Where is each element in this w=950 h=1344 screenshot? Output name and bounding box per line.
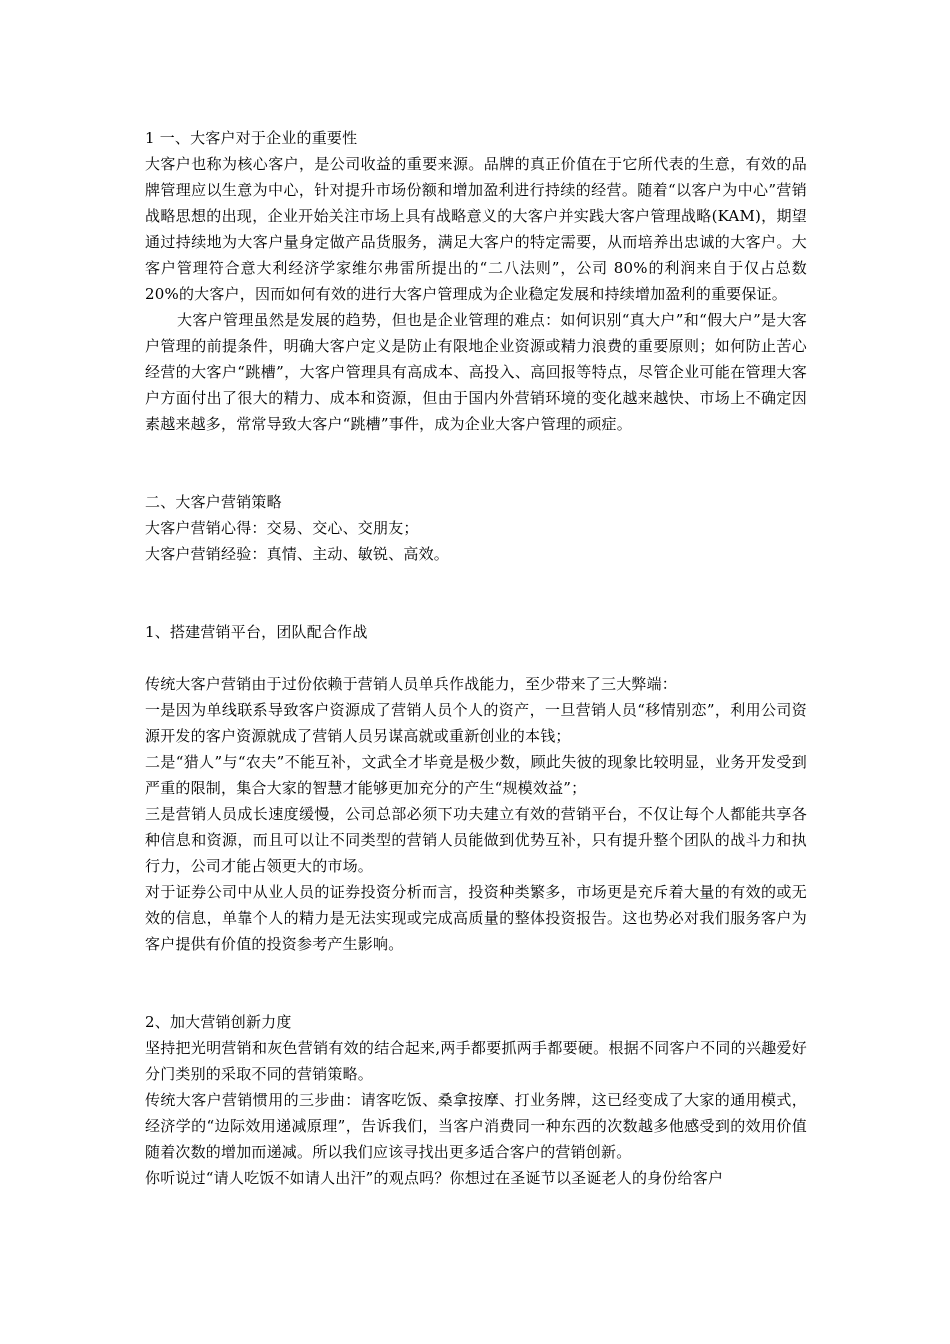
section-3-heading: 1、搭建营销平台，团队配合作战 [145,623,368,641]
section-2-line-2: 大客户营销经验：真情、主动、敏锐、高效。 [145,545,450,563]
spacer [145,645,807,671]
spacer [145,437,807,489]
section-2-heading: 二、大客户营销策略 [145,493,282,511]
section-1-paragraph-1: 大客户也称为核心客户，是公司收益的重要来源。品牌的真正价值在于它所代表的生意，有效的品牌管理应以生意为中心，针对提升市场份额和增加盈利进行持续的经营。随着“以客户为中心”营销战略思想的出现，企业开始关注市场上具有战略意义的大客户并实践大客户管理战略(KAM)，期望通过持续地为大客户量身定做产品货服务，满足大客户的特定需要，从而培养出忠诚的大客户。大客户管理符合意大利经济学家维尔弗雷所提出的“二八法则”，公司 80%的利润来自于仅占总数 20%的大客户，因而如何有效的进行大客户管理成为企业稳定发展和持续增加盈利的重要保证。 [145,155,807,303]
section-2-line-1: 大客户营销心得：交易、交心、交朋友； [145,519,419,537]
section-4-paragraph-2: 传统大客户营销惯用的三步曲：请客吃饭、桑拿按摩、打业务牌，这已经变成了大家的通用模式，经济学的“边际效用递减原理”，告诉我们，当客户消费同一种东西的次数越多他感受到的效用价值随着次数的增加而递减。所以我们应该寻找出更多适合客户的营销创新。 [145,1091,807,1161]
document-page [145,125,807,1191]
section-1-paragraph-2: 大客户管理虽然是发展的趋势，但也是企业管理的难点：如何识别“真大户”和“假大户”是大客户管理的前提条件，明确大客户定义是防止有限地企业资源或精力浪费的重要原则；如何防止苦心经营的大客户“跳槽”，大客户管理具有高成本、高投入、高回报等特点，尽管企业可能在管理大客户方面付出了很大的精力、成本和资源，但由于国内外营销环境的变化越来越快、市场上不确定因素越来越多，常常导致大客户“跳槽”事件，成为企业大客户管理的顽症。 [145,311,807,433]
section-3-item-3: 三是营销人员成长速度缓慢，公司总部必须下功夫建立有效的营销平台，不仅让每个人都能共享各种信息和资源，而且可以让不同类型的营销人员能做到优势互补，只有提升整个团队的战斗力和执行力，公司才能占领更大的市场。 [145,805,807,875]
section-4-paragraph-3: 你听说过“请人吃饭不如请人出汗”的观点吗？你想过在圣诞节以圣诞老人的身份给客户 [145,1169,724,1187]
section-3-item-2: 二是“猎人”与“农夫”不能互补，文武全才毕竟是极少数，顾此失彼的现象比较明显，业务开发受到严重的限制，集合大家的智慧才能够更加充分的产生“规模效益”； [145,753,807,797]
spacer [145,567,807,619]
section-4-paragraph-1: 坚持把光明营销和灰色营销有效的结合起来,两手都要抓两手都要硬。根据不同客户不同的兴趣爱好分门类别的采取不同的营销策略。 [145,1039,807,1083]
spacer [145,957,807,1009]
section-3-item-1: 一是因为单线联系导致客户资源成了营销人员个人的资产，一旦营销人员“移情别恋”，利用公司资源开发的客户资源就成了营销人员另谋高就或重新创业的本钱； [145,701,807,745]
section-4-heading: 2、加大营销创新力度 [145,1013,292,1031]
section-3-securities-paragraph: 对于证券公司中从业人员的证券投资分析而言，投资种类繁多，市场更是充斥着大量的有效的或无效的信息，单靠个人的精力是无法实现或完成高质量的整体投资报告。这也势必对我们服务客户为客户提供有价值的投资参考产生影响。 [145,883,807,953]
section-1-heading: 1 一、大客户对于企业的重要性 [145,129,358,147]
section-3-intro: 传统大客户营销由于过份依赖于营销人员单兵作战能力，至少带来了三大弊端： [145,675,678,693]
